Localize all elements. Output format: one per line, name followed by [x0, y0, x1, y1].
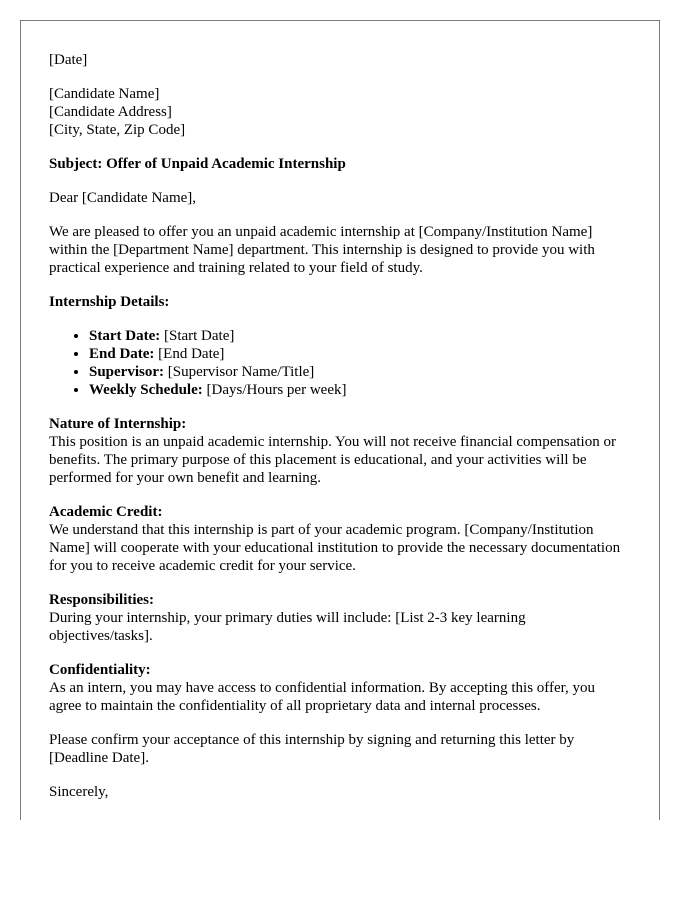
letter-intro: We are pleased to offer you an unpaid academic internship at [Company/Institution Name] within the [Department Name] department. This internship is designed to provide you with practical experience and training related to your field of study.: [49, 224, 595, 276]
details-item-label: End Date:: [89, 346, 155, 362]
letter-subject: Subject: Offer of Unpaid Academic Internship: [49, 156, 346, 172]
internship-details-list: [49, 327, 631, 399]
academic-credit-text: We understand that this internship is part of your academic program. [Company/Institution Name] will cooperate with your educational institution to provide the necessary documentation for you to receive academic credit for your service.: [49, 522, 621, 574]
letter-salutation: Dear [Candidate Name],: [49, 190, 197, 206]
letter-signoff: Sincerely,: [49, 784, 109, 800]
nature-text: This position is an unpaid academic internship. You will not receive financial compensation or benefits. The primary purpose of this placement is educational, and your activities will be performed for your own benefit and learning.: [49, 434, 616, 486]
details-item: [89, 363, 631, 381]
details-item: [89, 381, 631, 399]
internship-details-heading: Internship Details:: [49, 294, 170, 310]
academic-credit-heading: Academic Credit:: [49, 504, 163, 520]
details-item-value: [End Date]: [154, 346, 225, 362]
recipient-address: [Candidate Address]: [49, 104, 172, 120]
responsibilities-text: During your internship, your primary duties will include: [List 2-3 key learning objectives/tasks].: [49, 610, 526, 644]
academic-credit-section: [49, 503, 631, 575]
details-item: [89, 345, 631, 363]
details-item-label: Supervisor:: [89, 364, 164, 380]
nature-heading: Nature of Internship:: [49, 416, 187, 432]
details-item-label: Start Date:: [89, 328, 161, 344]
recipient-city: [City, State, Zip Code]: [49, 122, 186, 138]
responsibilities-section: [49, 591, 631, 645]
confidentiality-heading: Confidentiality:: [49, 662, 151, 678]
confidentiality-text: As an intern, you may have access to confidential information. By accepting this offer, you agree to maintain the confidentiality of all proprietary data and internal processes.: [49, 680, 596, 714]
letter-page: [20, 20, 660, 820]
details-item-value: [Supervisor Name/Title]: [164, 364, 315, 380]
letter-date: [Date]: [49, 52, 88, 68]
responsibilities-heading: Responsibilities:: [49, 592, 155, 608]
details-item: [89, 327, 631, 345]
details-item-value: [Days/Hours per week]: [202, 382, 347, 398]
details-item-value: [Start Date]: [160, 328, 235, 344]
confidentiality-section: [49, 661, 631, 715]
recipient-name: [Candidate Name]: [49, 86, 160, 102]
recipient-address-block: [49, 85, 631, 139]
details-item-label: Weekly Schedule:: [89, 382, 203, 398]
nature-section: [49, 415, 631, 487]
closing-request: Please confirm your acceptance of this internship by signing and returning this letter by [Deadline Date].: [49, 732, 575, 766]
